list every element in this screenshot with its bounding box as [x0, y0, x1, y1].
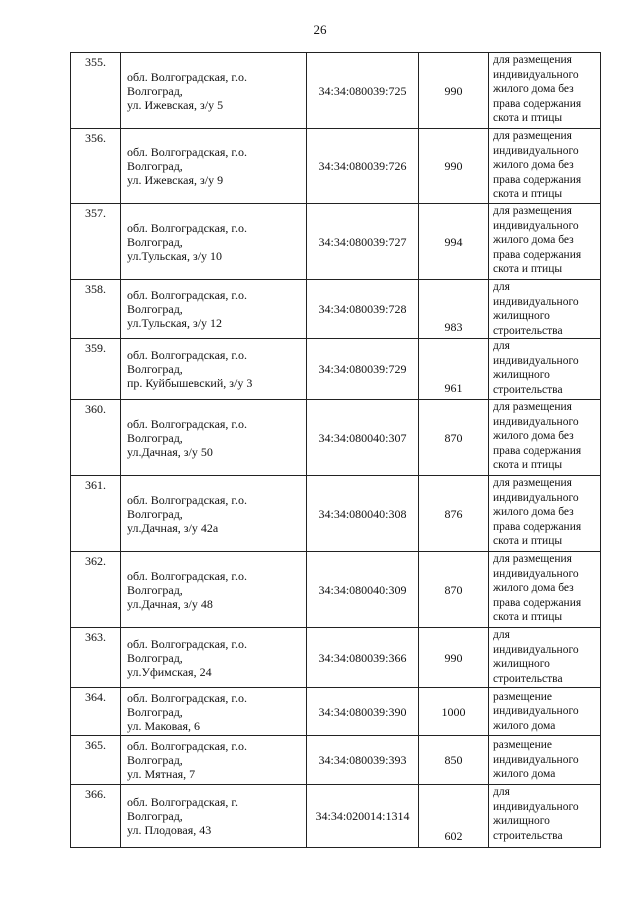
permitted-use-line: жилого дома без	[493, 159, 574, 171]
permitted-use-line: индивидуального	[493, 415, 579, 428]
permitted-use-line: индивидуального	[493, 753, 579, 766]
row-number: 365.	[71, 736, 121, 785]
address-cell	[121, 785, 307, 848]
permitted-use-cell	[489, 129, 601, 204]
permitted-use-line: индивидуального	[493, 800, 579, 813]
address-cell	[121, 53, 307, 129]
address-line: Волгоград,	[127, 582, 183, 597]
cadastral-number: 34:34:080039:726	[307, 129, 419, 204]
permitted-use-line: жилого дома без	[493, 83, 574, 95]
permitted-use-cell	[489, 688, 601, 736]
permitted-use-cell	[489, 204, 601, 280]
page-number: 26	[313, 22, 327, 37]
address-line: Волгоград,	[127, 753, 183, 767]
address-line: Волгоград,	[127, 83, 183, 98]
address-line: пр. Куйбышевский, з/у 3	[127, 376, 253, 390]
address-cell	[121, 204, 307, 280]
permitted-use-line: скота и птицы	[493, 535, 563, 547]
address-line: обл. Волгоградская, г.о.	[127, 690, 247, 705]
table-row	[71, 736, 601, 785]
address-line: Волгоград,	[127, 704, 183, 719]
area-value: 994	[419, 204, 489, 280]
permitted-use-line: строительства	[493, 324, 563, 337]
area-value: 961	[419, 339, 489, 400]
table-row	[71, 785, 601, 848]
table-row	[71, 339, 601, 400]
permitted-use-cell	[489, 339, 601, 400]
address-line: ул. Плодовая, 43	[127, 823, 212, 837]
address-line: обл. Волгоградская, г.о.	[127, 636, 247, 651]
address-line: Волгоград,	[127, 809, 183, 823]
area-value: 850	[419, 736, 489, 785]
address-line: Волгоград,	[127, 302, 183, 316]
permitted-use-cell	[489, 53, 601, 129]
area-value: 990	[419, 53, 489, 129]
table-row	[71, 628, 601, 688]
address-cell	[121, 552, 307, 628]
permitted-use-line: строительства	[493, 829, 563, 842]
address-line: ул. Ижевская, з/у 5	[127, 97, 224, 112]
address-cell	[121, 339, 307, 400]
row-number: 361.	[71, 476, 121, 552]
permitted-use-line: размещение	[493, 690, 552, 703]
cadastral-number: 34:34:080040:308	[307, 476, 419, 552]
area-value: 876	[419, 476, 489, 552]
table-body	[71, 53, 601, 848]
cadastral-number: 34:34:080040:307	[307, 400, 419, 476]
cadastral-number: 34:34:080039:727	[307, 204, 419, 280]
permitted-use-cell	[489, 476, 601, 552]
address-line: ул.Дачная, з/у 42а	[127, 520, 219, 535]
row-number: 362.	[71, 552, 121, 628]
address-line: Волгоград,	[127, 650, 183, 665]
address-cell	[121, 628, 307, 688]
cadastral-number: 34:34:080040:309	[307, 552, 419, 628]
area-value: 870	[419, 400, 489, 476]
permitted-use-line: индивидуального	[493, 491, 579, 504]
address-cell	[121, 400, 307, 476]
address-cell	[121, 688, 307, 736]
permitted-use-line: строительства	[493, 383, 563, 396]
permitted-use-cell	[489, 628, 601, 688]
permitted-use-line: жилого дома без	[493, 582, 574, 594]
cadastral-number: 34:34:020014:1314	[307, 785, 419, 848]
row-number: 357.	[71, 204, 121, 280]
address-line: обл. Волгоградская, г.о.	[127, 69, 247, 84]
permitted-use-line: скота и птицы	[493, 188, 563, 200]
address-line: ул. Ижевская, з/у 9	[127, 173, 224, 187]
address-line: обл. Волгоградская, г.о.	[127, 145, 247, 159]
row-number: 364.	[71, 688, 121, 736]
permitted-use-line: индивидуального	[493, 219, 579, 232]
table-row	[71, 53, 601, 129]
row-number: 355.	[71, 53, 121, 129]
permitted-use-line: права содержания	[493, 596, 582, 609]
permitted-use-line: жилищного	[493, 658, 550, 670]
permitted-use-line: размещение	[493, 739, 552, 752]
row-number: 366.	[71, 785, 121, 848]
table-row	[71, 204, 601, 280]
permitted-use-cell	[489, 785, 601, 848]
area-value: 1000	[419, 688, 489, 736]
permitted-use-cell	[489, 400, 601, 476]
permitted-use-line: для	[493, 281, 510, 293]
address-line: ул. Мятная, 7	[127, 767, 196, 781]
permitted-use-line: жилого дома без	[493, 506, 574, 518]
permitted-use-line: скота и птицы	[493, 611, 563, 623]
permitted-use-line: права содержания	[493, 173, 582, 186]
permitted-use-line: жилого дома	[493, 768, 556, 781]
table-row	[71, 129, 601, 204]
area-value: 870	[419, 552, 489, 628]
area-value: 983	[419, 280, 489, 339]
permitted-use-cell	[489, 280, 601, 339]
permitted-use-line: скота и птицы	[493, 459, 563, 471]
cadastral-number: 34:34:080039:729	[307, 339, 419, 400]
table-row	[71, 552, 601, 628]
address-line: ул. Маковая, 6	[127, 718, 201, 733]
address-line: Волгоград,	[127, 362, 183, 376]
permitted-use-line: индивидуального	[493, 354, 579, 367]
address-line: обл. Волгоградская, г.о.	[127, 348, 247, 362]
table-row	[71, 476, 601, 552]
permitted-use-line: индивидуального	[493, 643, 579, 656]
cadastral-number: 34:34:080039:390	[307, 688, 419, 736]
address-cell	[121, 736, 307, 785]
permitted-use-line: строительства	[493, 672, 563, 685]
cadastral-number: 34:34:080039:366	[307, 628, 419, 688]
permitted-use-line: жилого дома без	[493, 430, 574, 442]
permitted-use-line: индивидуального	[493, 144, 579, 157]
area-value: 990	[419, 129, 489, 204]
permitted-use-line: жилого дома	[493, 719, 556, 732]
address-cell	[121, 476, 307, 552]
permitted-use-line: права содержания	[493, 97, 582, 110]
row-number: 360.	[71, 400, 121, 476]
permitted-use-line: жилищного	[493, 369, 550, 381]
address-line: обл. Волгоградская, г.о.	[127, 568, 247, 583]
permitted-use-line: индивидуального	[493, 705, 579, 718]
permitted-use-line: индивидуального	[493, 295, 579, 308]
permitted-use-line: для	[493, 629, 510, 641]
address-line: обл. Волгоградская, г.	[127, 795, 238, 809]
permitted-use-cell	[489, 552, 601, 628]
area-value: 602	[419, 785, 489, 848]
permitted-use-line: права содержания	[493, 444, 582, 457]
address-line: обл. Волгоградская, г.о.	[127, 492, 247, 507]
address-line: ул.Дачная, з/у 50	[127, 444, 213, 459]
permitted-use-line: для размещения	[493, 130, 572, 142]
cadastral-number: 34:34:080039:393	[307, 736, 419, 785]
address-line: ул.Тульская, з/у 12	[127, 316, 223, 330]
permitted-use-line: права содержания	[493, 248, 582, 261]
address-line: Волгоград,	[127, 234, 183, 249]
address-line: ул.Дачная, з/у 48	[127, 596, 213, 611]
table-row	[71, 688, 601, 736]
row-number: 363.	[71, 628, 121, 688]
permitted-use-line: для	[493, 340, 510, 352]
table-row	[71, 400, 601, 476]
address-line: ул.Тульская, з/у 10	[127, 248, 223, 263]
permitted-use-line: для размещения	[493, 553, 572, 565]
table-row	[71, 280, 601, 339]
address-line: Волгоград,	[127, 159, 183, 173]
address-line: Волгоград,	[127, 506, 183, 521]
cadastral-number: 34:34:080039:725	[307, 53, 419, 129]
permitted-use-line: для размещения	[493, 401, 572, 413]
permitted-use-line: индивидуального	[493, 567, 579, 580]
cadastral-number: 34:34:080039:728	[307, 280, 419, 339]
row-number: 359.	[71, 339, 121, 400]
permitted-use-line: жилого дома без	[493, 234, 574, 246]
address-cell	[121, 129, 307, 204]
permitted-use-line: для размещения	[493, 205, 572, 217]
row-number: 358.	[71, 280, 121, 339]
address-line: ул.Уфимская, 24	[127, 664, 212, 679]
address-line: обл. Волгоградская, г.о.	[127, 416, 247, 431]
address-line: обл. Волгоградская, г.о.	[127, 288, 247, 302]
address-cell	[121, 280, 307, 339]
permitted-use-line: жилищного	[493, 310, 550, 322]
permitted-use-line: права содержания	[493, 520, 582, 533]
permitted-use-cell	[489, 736, 601, 785]
permitted-use-line: индивидуального	[493, 68, 579, 81]
permitted-use-line: скота и птицы	[493, 263, 563, 275]
permitted-use-line: жилищного	[493, 815, 550, 827]
row-number: 356.	[71, 129, 121, 204]
land-plot-table	[70, 52, 601, 848]
address-line: Волгоград,	[127, 430, 183, 445]
permitted-use-line: для	[493, 786, 510, 798]
permitted-use-line: скота и птицы	[493, 112, 563, 124]
address-line: обл. Волгоградская, г.о.	[127, 739, 247, 753]
permitted-use-line: для размещения	[493, 54, 572, 66]
area-value: 990	[419, 628, 489, 688]
permitted-use-line: для размещения	[493, 477, 572, 489]
address-line: обл. Волгоградская, г.о.	[127, 220, 247, 235]
